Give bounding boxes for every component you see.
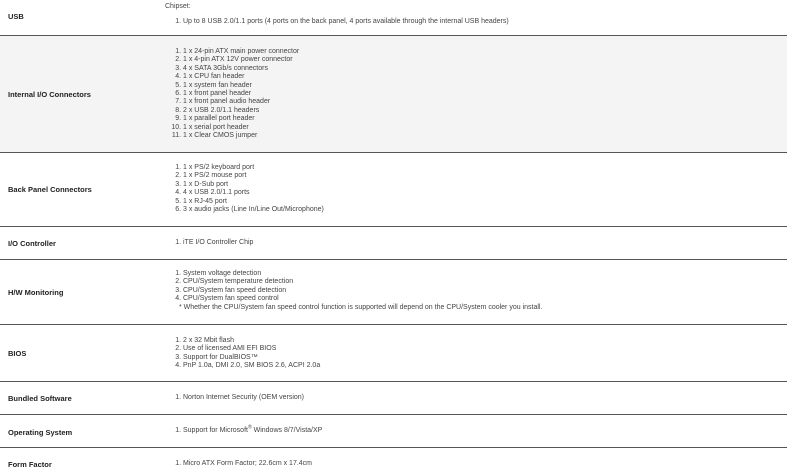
list-item: 1. iTE I/O Controller Chip bbox=[183, 239, 253, 247]
list-item: 4. PnP 1.0a, DMI 2.0, SM BIOS 2.6, ACPI 2.0a bbox=[183, 362, 320, 370]
list-item: 11. 1 x Clear CMOS jumper bbox=[183, 132, 299, 140]
list-item: 4. 1 x CPU fan header bbox=[183, 73, 299, 81]
os-support-versions: Windows 8/7/Vista/XP bbox=[251, 427, 323, 434]
hw-monitoring-list bbox=[165, 270, 542, 304]
list-item bbox=[183, 424, 323, 435]
os-support-prefix: Support for Microsoft bbox=[183, 427, 248, 434]
chipset-label: Chipset: bbox=[165, 3, 191, 10]
list-item: 4. CPU/System fan speed control bbox=[183, 295, 542, 303]
list-item: 6. 3 x audio jacks (Line In/Line Out/Microphone) bbox=[183, 206, 324, 214]
back-panel-list bbox=[165, 164, 324, 214]
list-item: 6. 1 x front panel header bbox=[183, 90, 299, 98]
list-item: 1. System voltage detection bbox=[183, 270, 542, 278]
io-controller-list bbox=[165, 239, 253, 247]
bios-list bbox=[165, 337, 320, 371]
spec-value-hw-monitoring bbox=[165, 270, 542, 312]
list-item: 2. Use of licensed AMI EFI BIOS bbox=[183, 345, 320, 353]
spec-label-form-factor: Form Factor bbox=[8, 460, 52, 469]
list-item: 3. CPU/System fan speed detection bbox=[183, 287, 542, 295]
list-item: 1. 2 x 32 Mbit flash bbox=[183, 337, 320, 345]
spec-row-bundled-software bbox=[0, 382, 787, 415]
spec-row-back-panel bbox=[0, 153, 787, 227]
registered-mark: ® bbox=[247, 424, 252, 431]
bundled-software-list bbox=[165, 394, 304, 402]
list-item: 2. 1 x 4-pin ATX 12V power connector bbox=[183, 56, 299, 64]
spec-value-io-controller bbox=[165, 239, 253, 247]
spec-label-hw-monitoring: H/W Monitoring bbox=[8, 288, 64, 297]
list-item: 10. 1 x serial port header bbox=[183, 124, 299, 132]
fan-control-note: * Whether the CPU/System fan speed control function is supported will depend on the CPU/System cooler you install. bbox=[179, 303, 543, 311]
usb-list bbox=[165, 18, 509, 26]
spec-label-bundled-software: Bundled Software bbox=[8, 394, 72, 403]
spec-label-operating-system: Operating System bbox=[8, 428, 73, 437]
list-item: 3. 4 x SATA 3Gb/s connectors bbox=[183, 65, 299, 73]
spec-label-bios: BIOS bbox=[8, 349, 27, 358]
spec-value-form-factor bbox=[165, 460, 312, 468]
list-item: 1. Up to 8 USB 2.0/1.1 ports (4 ports on the back panel, 4 ports available through the internal USB headers) bbox=[183, 18, 509, 26]
spec-value-bios bbox=[165, 337, 320, 371]
operating-system-list bbox=[165, 424, 323, 435]
spec-row-usb bbox=[0, 0, 787, 36]
spec-label-back-panel: Back Panel Connectors bbox=[8, 185, 92, 194]
list-item: 2. 1 x PS/2 mouse port bbox=[183, 172, 324, 180]
list-item: 5. 1 x system fan header bbox=[183, 82, 299, 90]
list-item: 4. 4 x USB 2.0/1.1 ports bbox=[183, 189, 324, 197]
spec-row-form-factor bbox=[0, 448, 787, 468]
list-item: 8. 2 x USB 2.0/1.1 headers bbox=[183, 107, 299, 115]
spec-row-internal-io bbox=[0, 36, 787, 153]
spec-value-back-panel bbox=[165, 164, 324, 214]
internal-io-list bbox=[165, 48, 299, 140]
spec-label-internal-io: Internal I/O Connectors bbox=[8, 90, 91, 99]
list-item: 2. CPU/System temperature detection bbox=[183, 278, 542, 286]
spec-value-bundled-software bbox=[165, 394, 304, 402]
list-item: 1. 1 x PS/2 keyboard port bbox=[183, 164, 324, 172]
spec-value-operating-system bbox=[165, 424, 323, 435]
spec-row-hw-monitoring bbox=[0, 260, 787, 325]
spec-value-internal-io bbox=[165, 48, 299, 140]
spec-row-bios bbox=[0, 325, 787, 382]
spec-row-io-controller bbox=[0, 227, 787, 260]
list-item: 3. 1 x D-Sub port bbox=[183, 181, 324, 189]
list-item: 9. 1 x parallel port header bbox=[183, 115, 299, 123]
spec-value-usb bbox=[165, 3, 509, 27]
spec-label-usb: USB bbox=[8, 12, 24, 21]
list-item: 1. Norton Internet Security (OEM version) bbox=[183, 394, 304, 402]
list-item: 5. 1 x RJ-45 port bbox=[183, 198, 324, 206]
list-item: 1. 1 x 24-pin ATX main power connector bbox=[183, 48, 299, 56]
list-item: 1. Micro ATX Form Factor; 22.6cm x 17.4cm bbox=[183, 460, 312, 468]
spec-row-operating-system bbox=[0, 415, 787, 448]
list-item: 7. 1 x front panel audio header bbox=[183, 98, 299, 106]
spec-label-io-controller: I/O Controller bbox=[8, 239, 56, 248]
form-factor-list bbox=[165, 460, 312, 468]
list-item: 3. Support for DualBIOS™ bbox=[183, 354, 320, 362]
